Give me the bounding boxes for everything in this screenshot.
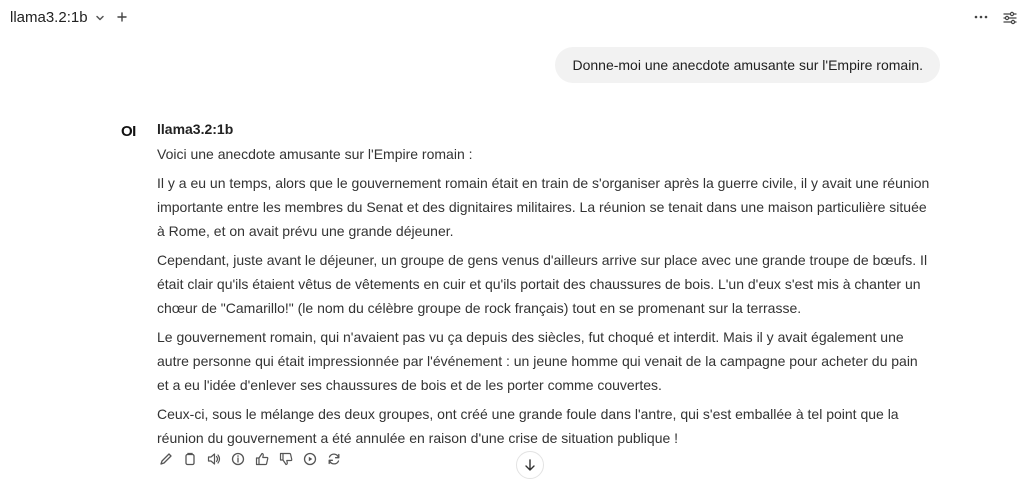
- message-line: à Rome, et on avait prévu une grande déjeuner.: [157, 223, 454, 239]
- message-intro: Voici une anecdote amusante sur l'Empire romain :: [157, 146, 473, 162]
- message-paragraph: [157, 171, 957, 243]
- message-line: chœur de "Camarillo!" (le nom du célèbre groupe de rock français) tout en se promenant sur la terrasse.: [157, 300, 802, 316]
- user-message: Donne-moi une anecdote amusante sur l'Empire romain.: [555, 47, 940, 83]
- message-line: Il y a eu un temps, alors que le gouvernement romain était en train de s'organiser après la guerre civile, il y avait une réunion: [157, 175, 930, 191]
- assistant-avatar: OI: [121, 123, 136, 140]
- speaker-icon[interactable]: [206, 451, 222, 467]
- message-line: et a eu l'idée d'enlever ses chaussures de bois et de les porter comme couvertes.: [157, 377, 662, 393]
- plus-icon[interactable]: [115, 10, 129, 24]
- thumbs-up-icon[interactable]: [254, 451, 270, 467]
- arrow-down-icon: [523, 458, 537, 472]
- message-paragraph: [157, 325, 957, 397]
- chevron-down-icon: [94, 12, 106, 24]
- thumbs-down-icon[interactable]: [278, 451, 294, 467]
- copy-icon[interactable]: [182, 451, 198, 467]
- info-icon[interactable]: [230, 451, 246, 467]
- scroll-down-button[interactable]: [516, 451, 544, 479]
- assistant-model-name: llama3.2:1b: [157, 121, 234, 137]
- message-line: importante entre les membres du Senat et des dignitaires militaires. La réunion se tenait dans une maison particulière située: [157, 199, 927, 215]
- message-line: était clair qu'ils étaient vêtus de vêtements en cuir et qu'ils portait des chaussures de bois. L'un d'eux s'est mis à chanter un: [157, 276, 921, 292]
- assistant-message: [157, 142, 957, 455]
- regenerate-icon[interactable]: [326, 451, 342, 467]
- model-name: llama3.2:1b: [10, 9, 88, 26]
- sliders-icon[interactable]: [1001, 9, 1019, 27]
- message-line: réunion du gouvernement a été annulée en raison d'une crise de situation publique !: [157, 430, 679, 446]
- ellipsis-icon[interactable]: [972, 10, 990, 24]
- message-paragraph: [157, 248, 957, 320]
- message-paragraph: [157, 402, 957, 450]
- message-actions: [158, 451, 342, 467]
- play-icon[interactable]: [302, 451, 318, 467]
- top-bar: [0, 0, 1024, 36]
- message-line: Le gouvernement romain, qui n'avaient pas vu ça depuis des siècles, fut choqué et interdit. Mais il y avait également une: [157, 329, 904, 345]
- message-line: Cependant, juste avant le déjeuner, un groupe de gens venus d'ailleurs arrive sur place avec une grande troupe de bœufs. Il: [157, 252, 928, 268]
- message-line: Ceux-ci, sous le mélange des deux groupes, ont créé une grande foule dans l'antre, qui s'est emballée à tel point que la: [157, 406, 899, 422]
- edit-icon[interactable]: [158, 451, 174, 467]
- model-selector[interactable]: [10, 9, 106, 26]
- message-line: autre personne qui était impressionnée par l'événement : un jeune homme qui venait de la campagne pour acheter du pain: [157, 353, 918, 369]
